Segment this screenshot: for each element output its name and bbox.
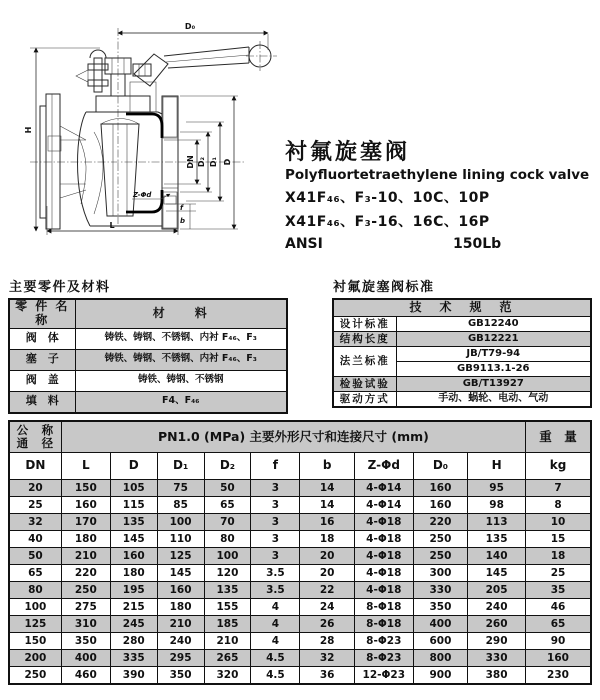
standard-name-cell: 法兰标准 [333,347,396,377]
dim-value-cell: 265 [204,650,251,667]
dims-column-header-row [9,453,591,480]
dim-column-header: D [110,453,157,480]
dim-value-cell: 8-Φ18 [354,616,413,633]
part-name-cell: 塞 子 [9,349,75,370]
dim-value-cell: 4-Φ18 [354,514,413,531]
materials-row [9,349,287,370]
standards-section [332,276,592,408]
dim-value-cell: 215 [110,599,157,616]
standard-value-cell: GB9113.1-26 [396,362,591,377]
dim-value-cell: 160 [413,497,467,514]
model-designation-2: X41F₄₆、F₃-16、16C、16P [285,214,490,230]
dim-value-cell: 145 [110,531,157,548]
dim-value-cell: 46 [526,599,591,616]
dim-value-cell: 250 [413,531,467,548]
dim-value-cell: 600 [413,633,467,650]
dim-value-cell: 350 [413,599,467,616]
dn-value-cell: 32 [9,514,61,531]
dim-value-cell: 180 [157,599,204,616]
valve-body [78,112,163,226]
dn-value-cell: 80 [9,582,61,599]
product-name-cn: 衬氟旋塞阀 [285,140,411,165]
valve-technical-drawing [0,0,300,268]
dimensions-table [8,420,592,685]
dim-value-cell: 135 [468,531,526,548]
dims-table-row [9,514,591,531]
materials-row [9,391,287,413]
weight-header: 重 量 [526,421,591,453]
dim-value-cell: 4.5 [251,650,300,667]
dim-value-cell: 26 [300,616,354,633]
dim-value-cell: 18 [300,531,354,548]
dimension-h [24,48,100,231]
dim-value-cell: 95 [468,480,526,497]
dims-table-row [9,548,591,565]
dim-value-cell: 160 [110,548,157,565]
dim-value-cell: 400 [61,650,110,667]
dim-column-header: D₀ [413,453,467,480]
dim-value-cell: 160 [157,582,204,599]
product-title-block [285,141,595,252]
dim-value-cell: 205 [468,582,526,599]
part-material-cell: 铸铁、铸钢、不锈钢、内衬 F₄₆、F₃ [75,328,287,349]
dim-value-cell: 4-Φ18 [354,548,413,565]
dim-value-cell: 35 [526,582,591,599]
dim-label-d: D [223,158,232,166]
dn-value-cell: 200 [9,650,61,667]
dim-label-h: H [24,126,33,134]
tech-spec-header: 技 术 规 范 [333,299,591,317]
dim-value-cell: 145 [157,565,204,582]
dim-value-cell: 245 [110,616,157,633]
dim-value-cell: 170 [61,514,110,531]
dim-value-cell: 280 [110,633,157,650]
dim-value-cell: 28 [300,633,354,650]
dim-value-cell: 155 [204,599,251,616]
dim-label-l: L [109,221,115,230]
dn-value-cell: 100 [9,599,61,616]
dn-value-cell: 250 [9,667,61,685]
dim-value-cell: 350 [61,633,110,650]
dim-value-cell: 330 [413,582,467,599]
dim-value-cell: 300 [413,565,467,582]
dim-value-cell: 335 [110,650,157,667]
dim-value-cell: 12-Φ23 [354,667,413,685]
dim-value-cell: 145 [468,565,526,582]
dim-value-cell: 125 [157,548,204,565]
dim-value-cell: 16 [300,514,354,531]
dim-value-cell: 4-Φ18 [354,565,413,582]
dim-value-cell: 8-Φ18 [354,599,413,616]
part-material-cell: F4、F₄₆ [75,391,287,413]
ansi-rating-line [285,236,595,252]
dim-value-cell: 3 [251,531,300,548]
standards-header-row [333,299,591,317]
dim-value-cell: 4-Φ14 [354,497,413,514]
dim-column-header: H [468,453,526,480]
standards-row [333,377,591,392]
dim-value-cell: 250 [413,548,467,565]
dim-label-b: b [180,217,186,225]
dim-value-cell: 250 [61,582,110,599]
dim-value-cell: 460 [61,667,110,685]
dn-value-cell: 40 [9,531,61,548]
dim-value-cell: 15 [526,531,591,548]
dn-value-cell: 125 [9,616,61,633]
dim-value-cell: 400 [413,616,467,633]
dim-value-cell: 98 [468,497,526,514]
dim-column-header: Z-Φd [354,453,413,480]
dim-value-cell: 260 [468,616,526,633]
dim-column-header: DN [9,453,61,480]
dim-value-cell: 275 [61,599,110,616]
standards-row [333,347,591,362]
dim-value-cell: 195 [110,582,157,599]
dim-value-cell: 800 [413,650,467,667]
dim-value-cell: 50 [204,480,251,497]
dim-value-cell: 3 [251,480,300,497]
dim-value-cell: 350 [157,667,204,685]
dim-column-header: D₁ [157,453,204,480]
dimension-l [47,202,178,235]
standard-value-cell: GB12221 [396,332,591,347]
standards-table [332,298,592,408]
dim-value-cell: 105 [110,480,157,497]
model-designation-1: X41F₄₆、F₃-10、10C、10P [285,190,490,206]
standard-name-cell: 驱动方式 [333,392,396,408]
dn-value-cell: 150 [9,633,61,650]
dim-value-cell: 320 [204,667,251,685]
dim-value-cell: 4-Φ18 [354,531,413,548]
materials-table [8,298,288,414]
dim-value-cell: 3 [251,497,300,514]
dim-value-cell: 4 [251,633,300,650]
dims-table-row [9,531,591,548]
dim-value-cell: 310 [61,616,110,633]
dim-value-cell: 3 [251,548,300,565]
standard-name-cell: 检验试验 [333,377,396,392]
plug-cone [101,119,139,217]
dimension-b [180,211,190,229]
part-name-cell: 阀 体 [9,328,75,349]
dim-column-header: f [251,453,300,480]
dim-value-cell: 4 [251,616,300,633]
dim-value-cell: 390 [110,667,157,685]
standard-value-cell: GB12240 [396,317,591,332]
dim-value-cell: 290 [468,633,526,650]
dim-value-cell: 25 [526,565,591,582]
nominal-header-line2: 通 径 [16,436,55,450]
dim-value-cell: 160 [61,497,110,514]
dims-table-row [9,650,591,667]
standards-section-title: 衬氟旋塞阀标准 [333,280,435,295]
dim-column-header: L [61,453,110,480]
dim-value-cell: 90 [526,633,591,650]
standard-name-cell: 结构长度 [333,332,396,347]
dim-value-cell: 180 [61,531,110,548]
material-column-header: 材 料 [75,299,287,328]
standard-value-cell: JB/T79-94 [396,347,591,362]
materials-row [9,370,287,391]
dim-value-cell: 22 [300,582,354,599]
dim-value-cell: 4.5 [251,667,300,685]
dn-value-cell: 20 [9,480,61,497]
dimension-d0 [118,22,268,50]
dims-table-row [9,497,591,514]
dim-value-cell: 210 [204,633,251,650]
materials-row [9,328,287,349]
dim-label-d0: D₀ [184,22,196,31]
dim-value-cell: 70 [204,514,251,531]
dim-value-cell: 36 [300,667,354,685]
dims-table-row [9,599,591,616]
dim-value-cell: 240 [468,599,526,616]
dn-value-cell: 50 [9,548,61,565]
dim-value-cell: 65 [526,616,591,633]
dimension-f [166,204,196,212]
dims-table-row [9,633,591,650]
materials-header-row [9,299,287,328]
dn-value-cell: 65 [9,565,61,582]
dim-value-cell: 85 [157,497,204,514]
dim-value-cell: 115 [110,497,157,514]
dim-value-cell: 8-Φ23 [354,633,413,650]
dim-value-cell: 4-Φ18 [354,582,413,599]
dimensions-section [8,420,592,685]
dim-value-cell: 3.5 [251,582,300,599]
standards-row [333,392,591,408]
dim-column-header: b [300,453,354,480]
ansi-label: ANSI [285,236,323,252]
standards-row [333,317,591,332]
part-material-cell: 铸铁、铸钢、不锈钢 [75,370,287,391]
dim-value-cell: 8-Φ23 [354,650,413,667]
standard-value-cell: 手动、蜗轮、电动、气动 [396,392,591,408]
dim-label-d1: D₁ [209,156,218,168]
dim-value-cell: 380 [468,667,526,685]
dim-value-cell: 135 [204,582,251,599]
dim-value-cell: 140 [468,548,526,565]
dim-value-cell: 295 [157,650,204,667]
dim-value-cell: 80 [204,531,251,548]
product-name-en: Polyfluortetraethylene lining cock valve [285,167,590,183]
dim-value-cell: 4 [251,599,300,616]
dim-value-cell: 20 [300,548,354,565]
dim-value-cell: 185 [204,616,251,633]
dim-value-cell: 100 [204,548,251,565]
materials-section-title: 主要零件及材料 [9,280,111,295]
dim-value-cell: 7 [526,480,591,497]
dims-table-row [9,616,591,633]
dim-value-cell: 18 [526,548,591,565]
dn-value-cell: 25 [9,497,61,514]
dim-value-cell: 120 [204,565,251,582]
nominal-header-line1: 公 称 [16,423,55,437]
nominal-diameter-header [9,421,61,453]
part-name-column-header: 零 件 名 称 [9,299,75,328]
dim-value-cell: 65 [204,497,251,514]
dims-table-row [9,565,591,582]
dim-value-cell: 10 [526,514,591,531]
dim-column-header: D₂ [204,453,251,480]
materials-section [8,276,288,414]
dim-value-cell: 240 [157,633,204,650]
dim-label-zd: Z-Φd [133,191,152,199]
dims-table-row [9,582,591,599]
dim-value-cell: 100 [157,514,204,531]
dim-value-cell: 4-Φ14 [354,480,413,497]
main-dimensions-header: PN1.0 (MPa) 主要外形尺寸和连接尺寸 (mm) [61,421,525,453]
dim-label-dn: DN [186,155,195,169]
dim-value-cell: 110 [157,531,204,548]
dim-label-d2: D₂ [197,156,206,168]
dim-value-cell: 150 [61,480,110,497]
dim-value-cell: 160 [413,480,467,497]
dim-value-cell: 24 [300,599,354,616]
dim-value-cell: 210 [61,548,110,565]
dim-column-header: kg [526,453,591,480]
dim-value-cell: 113 [468,514,526,531]
dim-value-cell: 20 [300,565,354,582]
dim-value-cell: 330 [468,650,526,667]
standards-row [333,332,591,347]
dims-table-row [9,480,591,497]
ansi-class-value: 150Lb [453,236,502,252]
dim-value-cell: 180 [110,565,157,582]
dim-label-f: f [180,204,184,212]
dim-value-cell: 3 [251,514,300,531]
dim-value-cell: 220 [413,514,467,531]
dim-value-cell: 160 [526,650,591,667]
standard-value-cell: GB/T13927 [396,377,591,392]
handle-lever [134,41,277,86]
dim-value-cell: 900 [413,667,467,685]
dim-value-cell: 135 [110,514,157,531]
dim-value-cell: 8 [526,497,591,514]
dims-table-row [9,667,591,685]
dim-value-cell: 3.5 [251,565,300,582]
dim-value-cell: 220 [61,565,110,582]
standard-name-cell: 设计标准 [333,317,396,332]
dim-value-cell: 14 [300,497,354,514]
dims-group-header-row [9,421,591,453]
part-name-cell: 阀 盖 [9,370,75,391]
dim-value-cell: 210 [157,616,204,633]
part-name-cell: 填 料 [9,391,75,413]
dim-value-cell: 32 [300,650,354,667]
dim-value-cell: 75 [157,480,204,497]
part-material-cell: 铸铁、铸钢、不锈钢、内衬 F₄₆、F₃ [75,349,287,370]
dim-value-cell: 14 [300,480,354,497]
dim-value-cell: 230 [526,667,591,685]
